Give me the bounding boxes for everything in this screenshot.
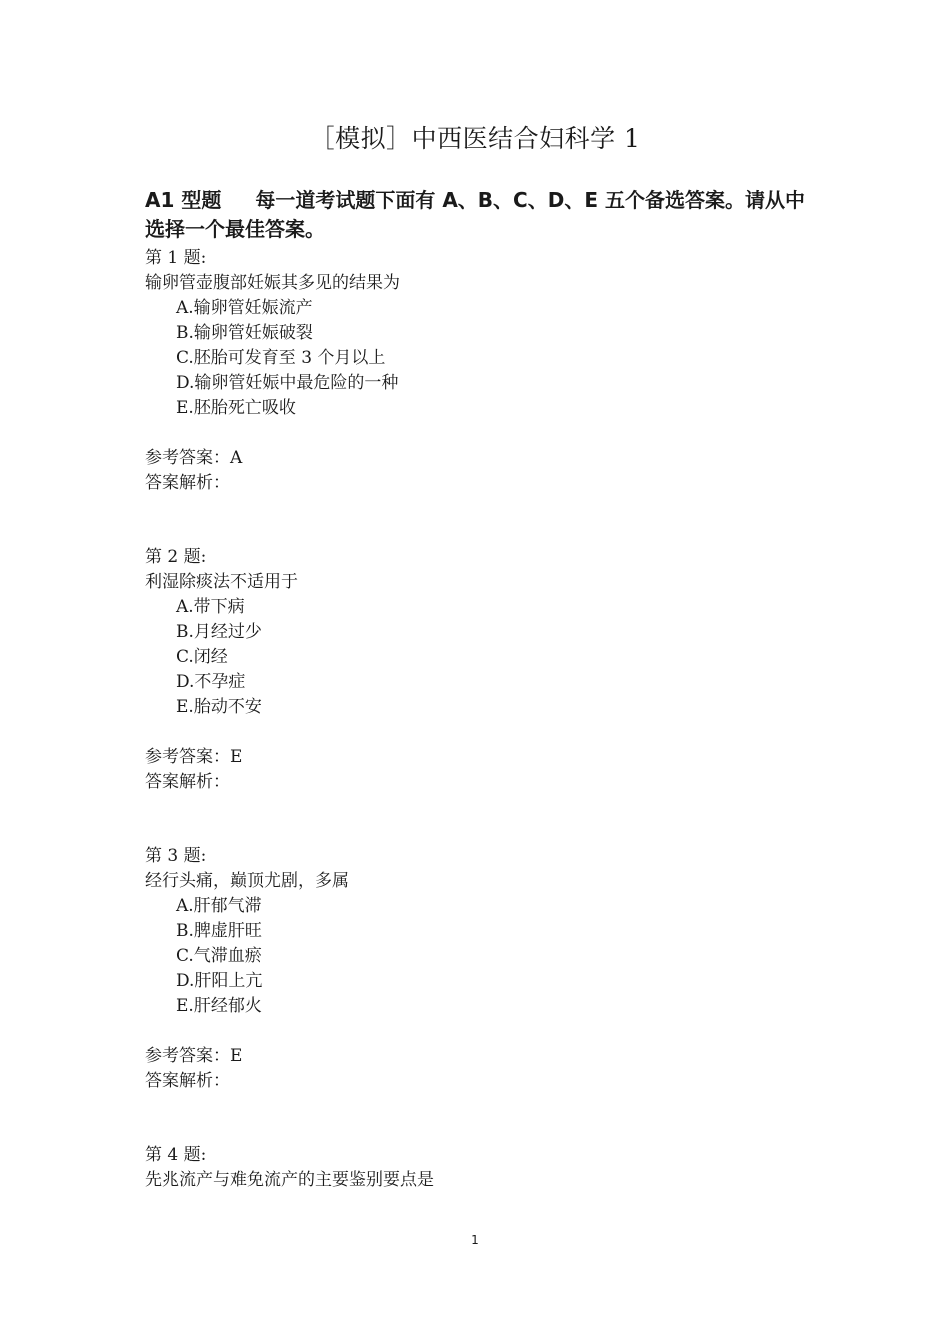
option-b: B.输卵管妊娠破裂 — [176, 323, 313, 343]
answer-analysis: 答案解析： — [145, 1071, 230, 1091]
option-a: A.肝郁气滞 — [176, 896, 262, 916]
question-number: 第 4 题: — [145, 1145, 207, 1165]
section-header — [145, 186, 815, 244]
answer-analysis: 答案解析： — [145, 473, 230, 493]
option-b: B.月经过少 — [176, 622, 262, 642]
question-stem: 经行头痛，巅顶尤剧，多属 — [145, 871, 349, 891]
option-e: E.胚胎死亡吸收 — [176, 398, 296, 418]
question-3 — [145, 844, 825, 1143]
question-stem: 先兆流产与难免流产的主要鉴别要点是 — [145, 1170, 434, 1190]
document-title: ［模拟］中西医结合妇科学 1 — [309, 124, 641, 153]
question-1 — [145, 246, 825, 545]
option-e: E.胎动不安 — [176, 697, 262, 717]
answer-analysis: 答案解析： — [145, 772, 230, 792]
option-list — [145, 296, 825, 421]
question-stem: 利湿除痰法不适用于 — [145, 572, 298, 592]
reference-answer: 参考答案：E — [145, 747, 243, 767]
option-d: D.肝阳上亢 — [176, 971, 263, 991]
reference-answer: 参考答案：E — [145, 1046, 243, 1066]
option-a: A.输卵管妊娠流产 — [176, 298, 313, 318]
option-d: D.不孕症 — [176, 672, 246, 692]
option-a: A.带下病 — [176, 597, 245, 617]
reference-answer: 参考答案：A — [145, 448, 243, 468]
question-stem: 输卵管壶腹部妊娠其多见的结果为 — [145, 273, 400, 293]
section-label: A1 型题 — [145, 188, 222, 212]
option-b: B.脾虚肝旺 — [176, 921, 262, 941]
question-list — [145, 246, 825, 1193]
option-c: C.气滞血瘀 — [176, 946, 262, 966]
option-list — [145, 595, 825, 720]
option-c: C.闭经 — [176, 647, 228, 667]
option-e: E.肝经郁火 — [176, 996, 262, 1016]
question-number: 第 1 题: — [145, 248, 207, 268]
question-2 — [145, 545, 825, 844]
question-number: 第 2 题: — [145, 547, 207, 567]
question-number: 第 3 题: — [145, 846, 207, 866]
section-instruction: 每一道考试题下面有 A、B、C、D、E 五个备选答案。请从中选择一个最佳答案。 — [145, 188, 805, 241]
option-c: C.胚胎可发育至 3 个月以上 — [176, 348, 386, 368]
option-d: D.输卵管妊娠中最危险的一种 — [176, 373, 399, 393]
page-number: 1 — [471, 1233, 479, 1247]
option-list — [145, 894, 825, 1019]
question-4 — [145, 1143, 825, 1193]
